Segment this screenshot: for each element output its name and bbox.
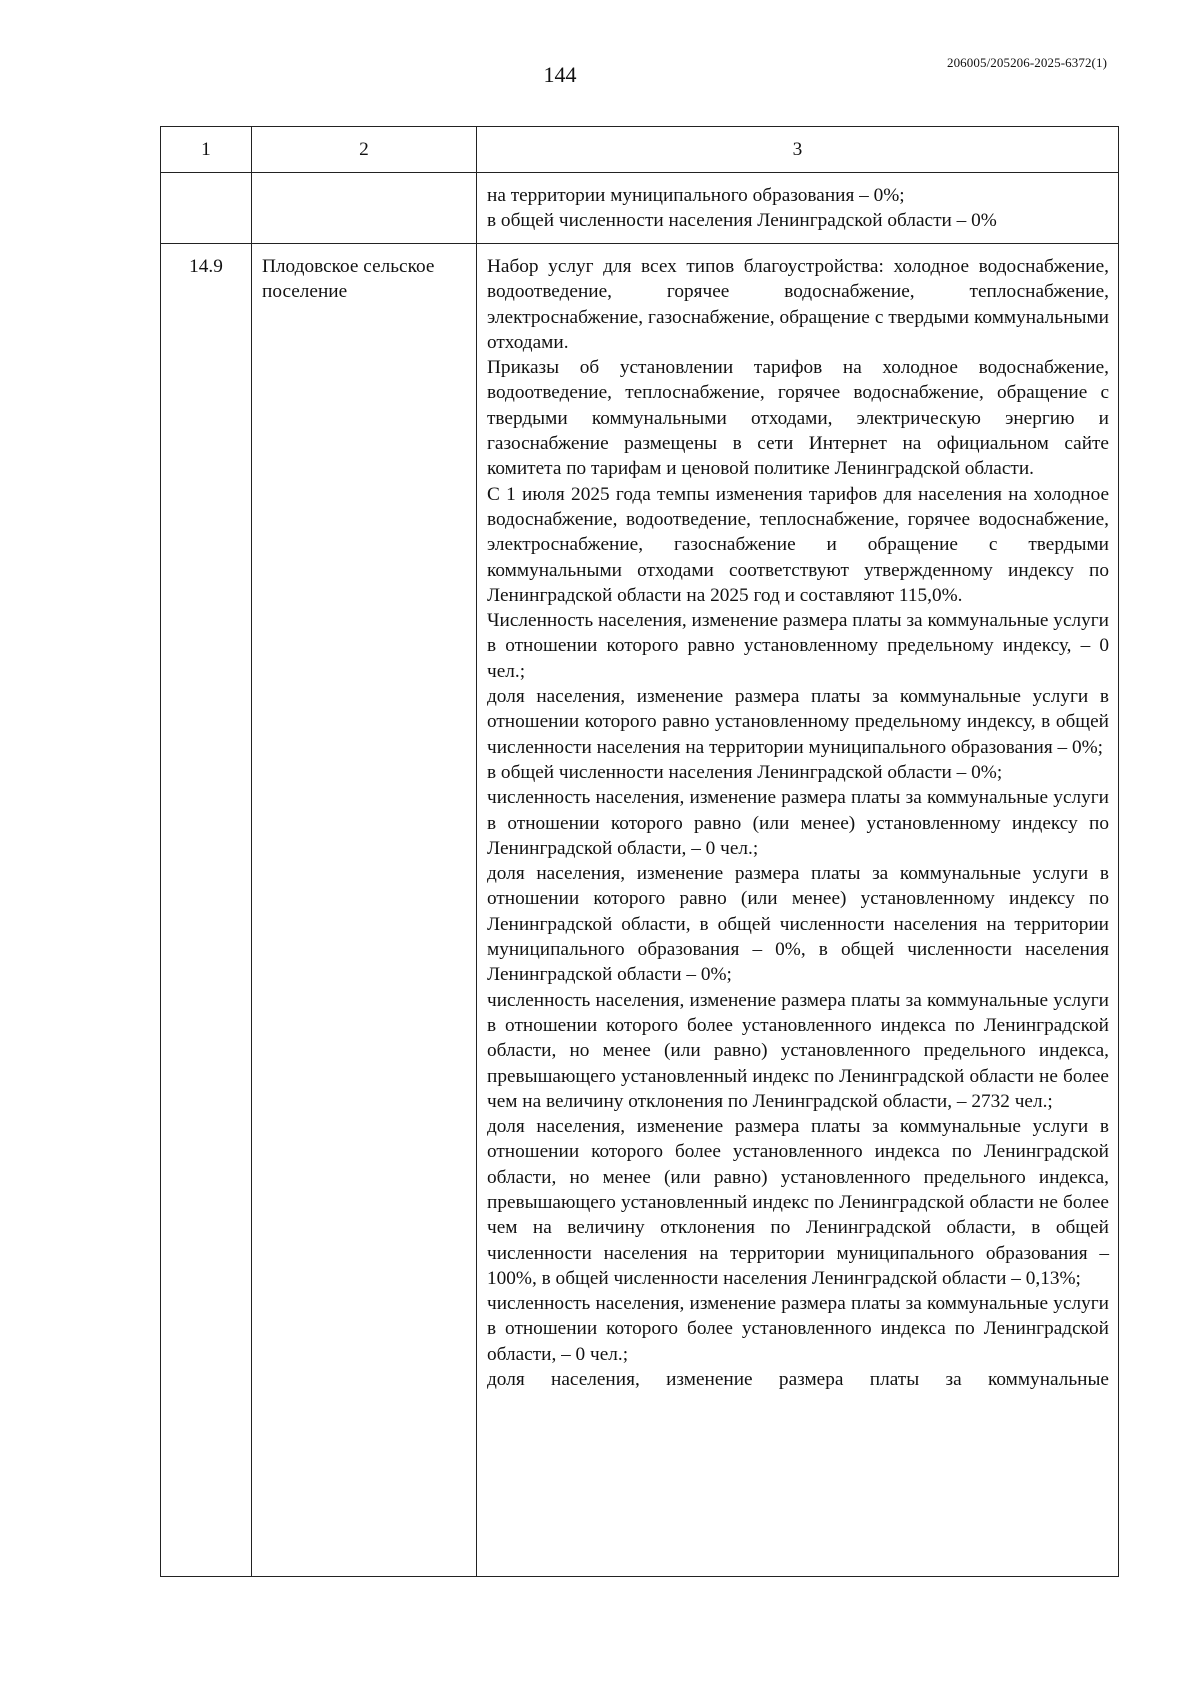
cell-empty-number (161, 173, 252, 244)
table-header-row (161, 127, 1119, 173)
description-paragraph: Приказы об установлении тарифов на холодное водоснабжение, водоотведение, теплоснабжение, горячее водоснабжение, обращение с твердыми коммунальными отходами, электрическую энергию и газоснабжение размещены в сети Интернет на официальном сайте комитета по тарифам и ценовой политике Ленинградской области. (487, 357, 1109, 480)
description-paragraph: доля населения, изменение размера платы за коммунальные услуги в отношении которого равно (или менее) установленному индексу по Ленинградской области, в общей численности населения на территории муниципального образования – 0%, в общей численности населения Ленинградской области – 0%; (487, 863, 1109, 986)
description-paragraph: Численность населения, изменение размера платы за коммунальные услуги в отношении которого равно установленному предельному индексу, – 0 чел.; (487, 610, 1109, 682)
description-paragraph: численность населения, изменение размера платы за коммунальные услуги в отношении которого более установленного индекса по Ленинградской области, но менее (или равно) установленного предельного индекса, превышающего установленный индекс по Ленинградской области не более чем на величину отклонения по Ленинградской области, – 2732 чел.; (487, 989, 1109, 1112)
continuation-line: в общей численности населения Ленинградской области – 0% (487, 210, 997, 232)
tariff-table (160, 126, 1119, 1577)
row-description-cell (477, 244, 1119, 1577)
continuation-line: на территории муниципального образования – 0%; (487, 185, 905, 206)
description-paragraph: Набор услуг для всех типов благоустройства: холодное водоснабжение, водоотведение, горячее водоснабжение, теплоснабжение, электроснабжение, газоснабжение, обращение с твердыми коммунальными отходами. (487, 256, 1109, 353)
table-row (161, 244, 1119, 1577)
description-paragraph: доля населения, изменение размера платы за коммунальные (487, 1369, 1109, 1391)
description-paragraph: численность населения, изменение размера платы за коммунальные услуги в отношении которого равно (или менее) установленному индексу по Ленинградской области, – 0 чел.; (487, 787, 1109, 859)
settlement-name: Плодовское сельское поселение (252, 244, 477, 1577)
column-header-3: 3 (477, 127, 1119, 173)
document-id: 206005/205206-2025-6372(1) (946, 55, 1107, 70)
row-number: 14.9 (161, 244, 252, 1577)
column-header-1: 1 (161, 127, 252, 173)
description-paragraph: доля населения, изменение размера платы за коммунальные услуги в отношении которого равно установленному предельному индексу, в общей численности населения на территории муниципального образования – 0%; (487, 686, 1109, 758)
description-paragraph: в общей численности населения Ленинградской области – 0%; (487, 761, 1003, 783)
continuation-text-cell (477, 173, 1119, 244)
column-header-2: 2 (252, 127, 477, 173)
description-paragraph: С 1 июля 2025 года темпы изменения тарифов для населения на холодное водоснабжение, водоотведение, теплоснабжение, горячее водоснабжение, электроснабжение, газоснабжение и обращение с твердыми коммунальными отходами соответствуют утвержденному индексу по Ленинградской области на 2025 год и составляют 115,0%. (487, 483, 1109, 606)
description-paragraph: доля населения, изменение размера платы за коммунальные услуги в отношении которого более установленного индекса по Ленинградской области, но менее (или равно) установленного предельного индекса, превышающего установленный индекс по Ленинградской области не более чем на величину отклонения по Ленинградской области, в общей численности населения на территории муниципального образования – 100%, в общей численности населения Ленинградской области – 0,13%; (487, 1116, 1109, 1289)
page-number: 144 (543, 62, 577, 87)
cell-empty-name (252, 173, 477, 244)
table-row-continuation (161, 173, 1119, 244)
description-paragraph: численность населения, изменение размера платы за коммунальные услуги в отношении которого более установленного индекса по Ленинградской области, – 0 чел.; (487, 1293, 1109, 1365)
